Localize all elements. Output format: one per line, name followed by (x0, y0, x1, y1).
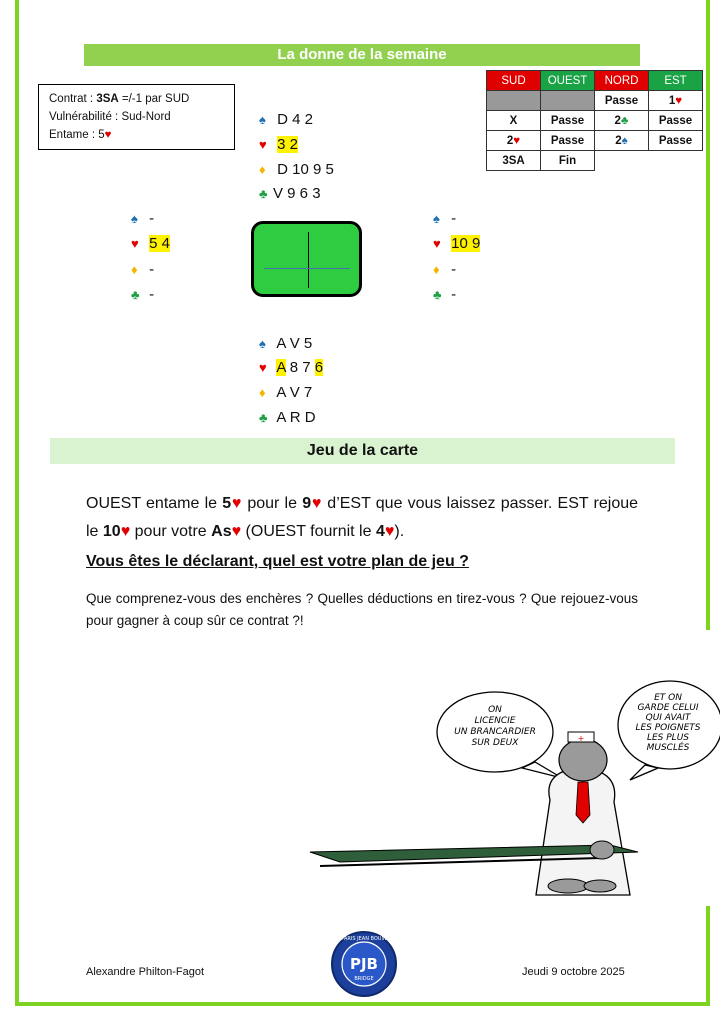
spade-icon: ♠ (621, 134, 628, 147)
bidding-row (487, 91, 703, 111)
diamond-icon: ♦ (259, 162, 266, 177)
header-nord: NORD (595, 71, 649, 91)
header-sud: SUD (487, 71, 541, 91)
heart-icon: ♥ (433, 236, 441, 251)
east-spades: ♠ - (433, 208, 456, 230)
cat-hand (590, 841, 614, 859)
spade-icon: ♠ (131, 211, 138, 226)
spade-icon: ♠ (259, 336, 266, 351)
heart-icon: ♥ (259, 360, 267, 375)
bubble-left-line: SUR DEUX (471, 738, 519, 748)
south-hearts: ♥ A 8 7 6 (259, 357, 323, 379)
bubble-right-line: QUI AVAIT (645, 713, 691, 723)
bubble-right-line: LES PLUS (646, 733, 690, 743)
heart-icon: ♥ (231, 523, 242, 540)
logo-ring-text: PARIS JEAN BOUIN (341, 936, 387, 942)
bid-cell (541, 91, 595, 111)
author-name: Alexandre Philton-Fagot (86, 966, 205, 978)
north-diamonds: ♦ D 10 9 5 (259, 159, 334, 181)
contract-line: Contrat : 3SA =/-1 par SUD (49, 93, 190, 105)
south-clubs: ♣ A R D (259, 407, 316, 429)
frame-right-border-bottom (706, 906, 710, 1006)
club-icon: ♣ (620, 114, 629, 127)
frame-right-border-top (706, 0, 710, 630)
section-title-bar: Jeu de la carte (50, 438, 675, 464)
cartoon-illustration (300, 680, 720, 900)
bubble-left-line: LICENCIE (474, 716, 516, 726)
south-diamonds: ♦ A V 7 (259, 382, 312, 404)
heart-icon: ♥ (311, 495, 323, 512)
bid-cell: 2♣ (595, 111, 649, 131)
west-clubs: ♣ - (131, 284, 154, 306)
bubble-right-line: GARDE CELUI (637, 703, 699, 713)
diamond-icon: ♦ (433, 262, 440, 277)
bid-cell: Passe (541, 131, 595, 151)
club-icon: ♣ (259, 410, 268, 425)
bid-cell: 3SA (487, 151, 541, 171)
west-spades: ♠ - (131, 208, 154, 230)
east-hearts: ♥ 10 9 (433, 233, 480, 255)
diamond-icon: ♦ (131, 262, 138, 277)
bid-cell: Fin (541, 151, 595, 171)
heart-icon: ♥ (384, 523, 395, 540)
table-horizontal-line (264, 268, 350, 269)
east-clubs: ♣ - (433, 284, 456, 306)
bid-cell-empty (595, 151, 649, 171)
south-spades: ♠ A V 5 (259, 333, 312, 355)
bid-cell: Passe (649, 111, 703, 131)
vulnerability-line: Vulnérabilité : Sud-Nord (49, 111, 171, 123)
north-hearts: ♥ 3 2 (259, 134, 298, 156)
north-clubs: ♣ V 9 6 3 (259, 183, 321, 205)
red-tie (576, 782, 590, 823)
east-diamonds: ♦ - (433, 259, 456, 281)
question-details: Que comprenez-vous des enchères ? Quelles déductions en tirez-vous ? Que rejouez-vous pour gagner à coup sûr ce contrat ?! (86, 591, 638, 628)
heart-icon: ♥ (675, 94, 683, 107)
play-description: OUEST entame le 5♥ pour le 9♥ d’EST que vous laissez passer. EST rejoue le 10♥ pour votre As♥ (OUEST fournit le 4♥). (86, 495, 639, 540)
bid-cell: Passe (541, 111, 595, 131)
bidding-row (487, 151, 703, 171)
bid-cell: X (487, 111, 541, 131)
cat-foot (548, 879, 588, 893)
logo-text: PJB (349, 955, 379, 973)
club-icon: ♣ (131, 287, 140, 302)
header-est: EST (649, 71, 703, 91)
svg-text:+: + (577, 734, 585, 743)
publication-date: Jeudi 9 octobre 2025 (522, 966, 625, 978)
bid-cell: 2♥ (487, 131, 541, 151)
bridge-table (251, 221, 362, 297)
bubble-left-line: UN BRANCARDIER (454, 727, 536, 737)
heart-icon: ♥ (231, 495, 243, 512)
cat-head (559, 739, 607, 781)
bid-cell: 2♠ (595, 131, 649, 151)
heart-icon: ♥ (513, 134, 521, 147)
contract-info-box (38, 84, 235, 150)
club-logo (330, 930, 398, 998)
bubble-right-line: MUSCLÉS (646, 743, 690, 753)
lead-line: Entame : 5♥ (49, 129, 112, 141)
page-title-banner: La donne de la semaine (84, 44, 640, 66)
logo-sub-text: BRIDGE (354, 976, 374, 982)
frame-left-border (15, 0, 19, 1006)
cat-foot (584, 880, 616, 892)
bidding-header-row (487, 71, 703, 91)
heart-icon: ♥ (259, 137, 267, 152)
bid-cell: Passe (649, 131, 703, 151)
diamond-icon: ♦ (259, 385, 266, 400)
spade-icon: ♠ (433, 211, 440, 226)
north-spades: ♠ D 4 2 (259, 109, 313, 131)
bid-cell: Passe (595, 91, 649, 111)
club-icon: ♣ (259, 186, 268, 201)
club-icon: ♣ (433, 287, 442, 302)
bidding-row (487, 131, 703, 151)
bubble-right-line: ET ON (654, 693, 682, 703)
west-diamonds: ♦ - (131, 259, 154, 281)
heart-icon: ♥ (131, 236, 139, 251)
west-hearts: ♥ 5 4 (131, 233, 170, 255)
heart-icon: ♥ (120, 523, 131, 540)
bid-cell-empty (649, 151, 703, 171)
heart-icon: ♥ (104, 129, 112, 141)
bubble-right-line: LES POIGNETS (635, 723, 701, 733)
header-ouest: OUEST (541, 71, 595, 91)
frame-bottom-border (15, 1002, 710, 1006)
bubble-left-line: ON (488, 705, 502, 715)
bidding-row (487, 111, 703, 131)
bidding-table (486, 70, 703, 171)
question-heading: Vous êtes le déclarant, quel est votre plan de jeu ? (86, 553, 469, 570)
table-vertical-line (308, 232, 309, 288)
spade-icon: ♠ (259, 112, 266, 127)
bid-cell: 1♥ (649, 91, 703, 111)
bid-cell (487, 91, 541, 111)
